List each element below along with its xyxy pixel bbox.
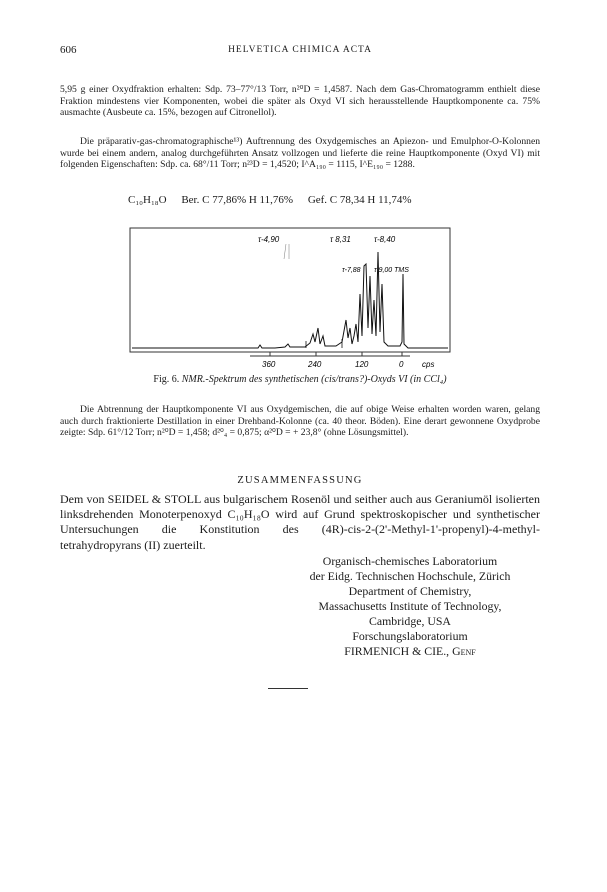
tick-120: 120 (355, 360, 369, 369)
analysis-formula: C₁₀H₁₈O (128, 194, 167, 206)
affiliation-line-5: Cambridge, USA (369, 614, 451, 628)
affiliation-line-2: der Eidg. Technischen Hochschule, Zürich (309, 569, 511, 583)
paragraph-2: Die präparativ-gas-chromatographische¹³) Auftrennung des Oxydgemisches an Apiezon- und Emulphor-O-Kolonnen wurde bei einem andern, analog durchgeführten Ansatz vollzogen und lieferte die reine Hauptkomponente (Oxyd VI) mit folgenden Eigenschaften: Sdp. ca. 68°/11 Torr; n²³D = 1,4520; I^A₁₉₀ = 1115, I^E₁₉₀ = 1288. (60, 136, 540, 171)
analysis-found: Gef. C 78,34 H 11,74% (307, 194, 412, 206)
paragraph-1: 5,95 g einer Oxydfraktion erhalten: Sdp. 73–77°/13 Torr, n²⁰D = 1,4587. Nach dem Gas-Chromatogramm enthielt diese Fraktion mindestens vier Komponenten, wobei die später als Oxyd VI sich herausstellende Hauptkomponente ca. 75% ausmachte (Ausbeute ca. 15%, bezogen auf Citronellol). (60, 84, 540, 119)
elemental-analysis (128, 194, 424, 206)
tick-240: 240 (308, 360, 322, 369)
label-tau-490: τ-4,90 (258, 235, 280, 244)
affiliation-line-4: Massachusetts Institute of Technology, (318, 599, 502, 613)
axis-unit: cps (422, 360, 435, 369)
label-tau-788: τ-7,88 (342, 267, 361, 274)
page-number: 606 (60, 44, 77, 56)
summary-text: Dem von SEIDEL & STOLL aus bulgarischem Rosenöl und seither auch aus Geraniumöl isolierten linksdrehenden Monoterpenoxyd C₁₀H₁₈O wird auf Grund spektroskopischer und synthetischer Untersuchungen die Konstitution des (4R)-cis-2-(2'-Methyl-1'-propenyl)-4-methyl-tetrahydropyrans (II) zuerteilt. (60, 492, 540, 552)
paragraph-3: Die Abtrennung der Hauptkomponente VI aus Oxydgemischen, die auf obige Weise erhalten worden waren, gelang auch durch fraktionierte Destillation in einer Drehband-Kolonne (ca. 40 theor. Böden). Eine derart gewonnene Oxydprobe zeigte: Sdp. 61°/12 Torr; n²⁰D = 1,458; d²⁰₄ = 0,875; α²⁰D = + 23,8° (ohne Lösungsmittel). (60, 404, 540, 439)
end-rule (268, 688, 308, 689)
axis-ticks (270, 352, 402, 356)
tick-360: 360 (262, 360, 276, 369)
nmr-spectrum-figure (110, 224, 470, 372)
caption-label: Fig. 6. (153, 374, 180, 385)
summary-heading: ZUSAMMENFASSUNG (237, 475, 363, 486)
page-header (60, 44, 540, 58)
affiliation-line-1: Organisch-chemisches Laboratorium (322, 554, 498, 568)
tick-0: 0 (399, 360, 404, 369)
analysis-calc: Ber. C 77,86% H 11,76% (181, 194, 294, 206)
caption-text: NMR.-Spektrum des synthetischen (cis/trans?)-Oxyds VI (in CCl₄) (181, 374, 447, 385)
figure-caption (60, 374, 540, 385)
affiliation-line-3: Department of Chemistry, (348, 584, 472, 598)
affiliation-line-6: Forschungslaboratorium (352, 629, 468, 643)
label-tau-831: τ 8,31 (330, 235, 351, 244)
label-tau-900: τ 9,00 TMS (374, 267, 409, 274)
label-490-pointer (284, 244, 289, 259)
journal-title: HELVETICA CHIMICA ACTA (228, 45, 372, 55)
affiliation-line-7: FIRMENICH & CIE., Genf (344, 644, 476, 658)
label-tau-840: τ-8,40 (374, 235, 396, 244)
